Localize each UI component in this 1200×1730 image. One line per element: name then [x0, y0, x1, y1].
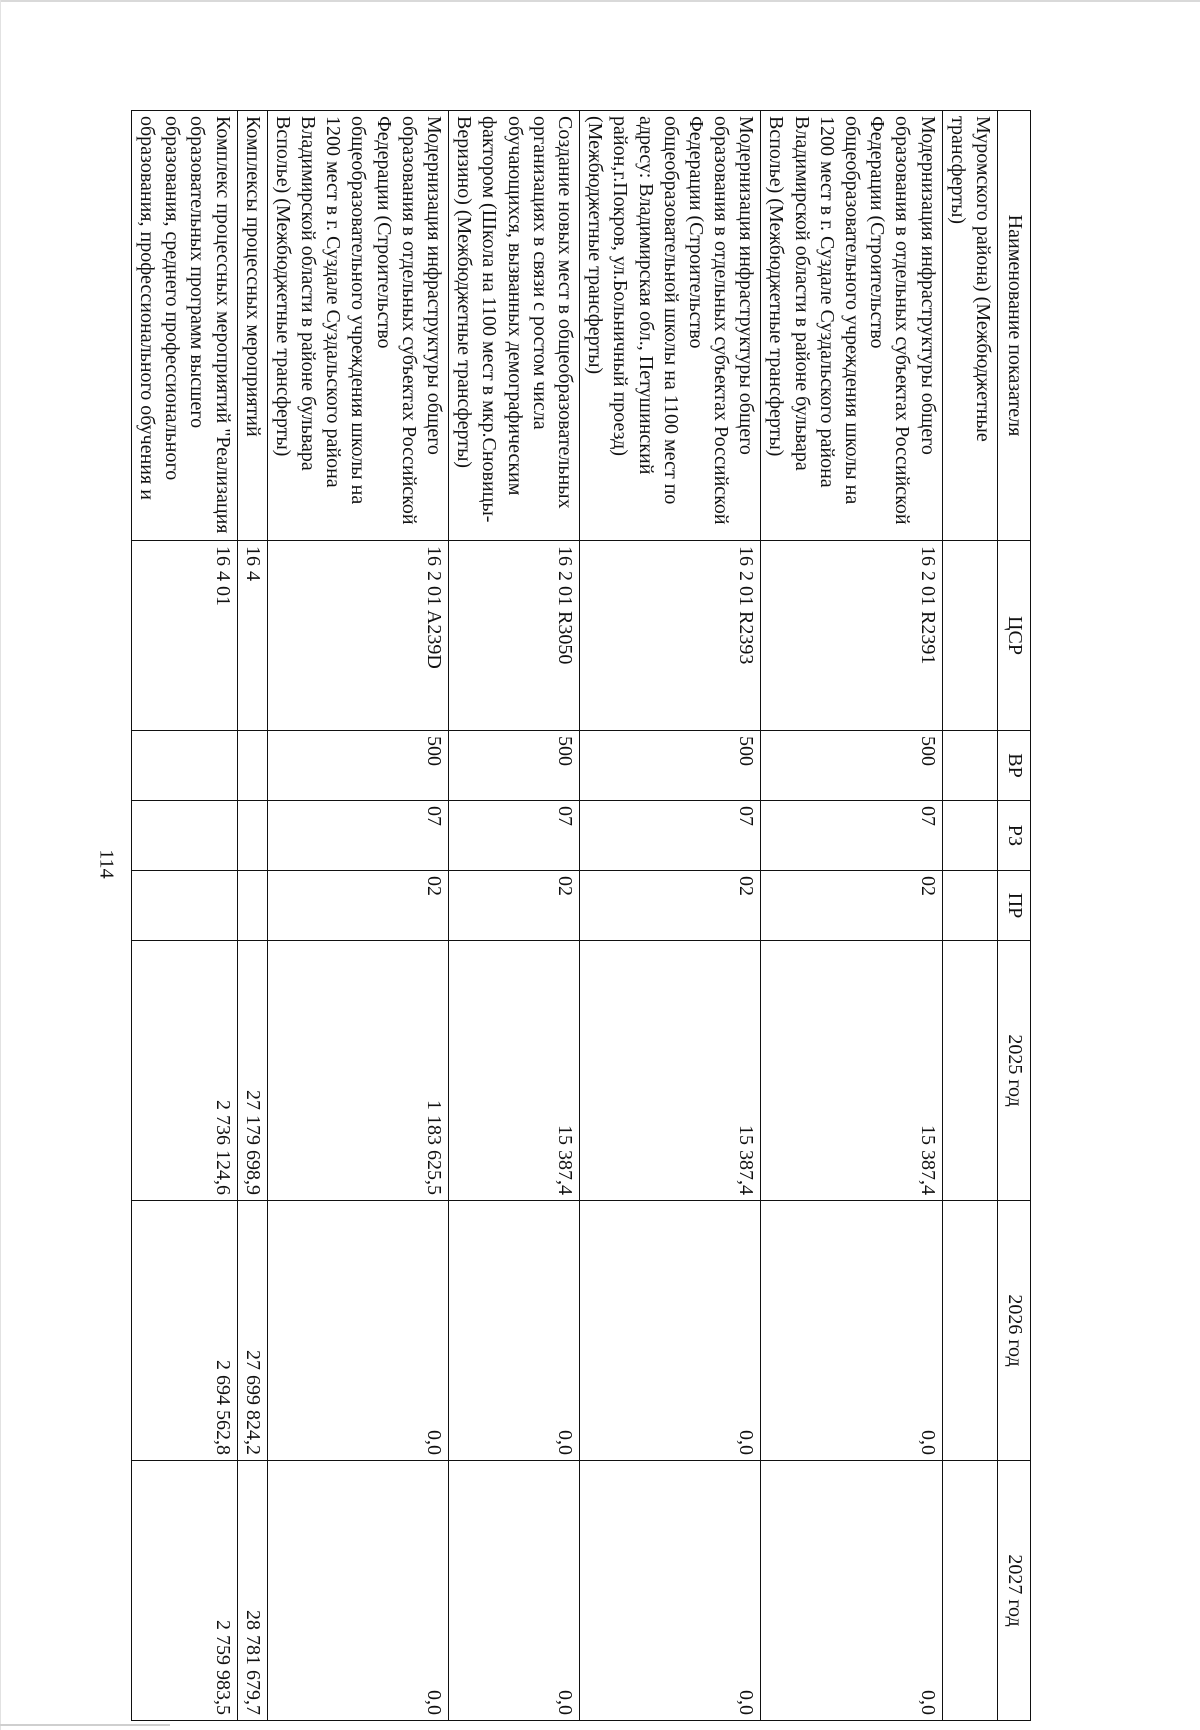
- table-row: [761, 111, 942, 1721]
- cell-2025: 15 387,4: [449, 941, 580, 1201]
- cell-2027: [942, 1461, 997, 1721]
- header-2027: 2027 год: [998, 1461, 1031, 1721]
- cell-2026: 0,0: [761, 1201, 942, 1461]
- cell-pr: 02: [761, 871, 942, 941]
- rotated-sheet: [136, 110, 1031, 1720]
- scan-edge-left: [0, 0, 1, 1730]
- cell-pr: [237, 871, 267, 941]
- sheet-content: [136, 110, 1031, 1720]
- cell-2027: 0,0: [761, 1461, 942, 1721]
- cell-name: Комплекс процессных мероприятий "Реализация образовательных программ высшего образования, среднего профессионального образования, профессионального обучения и: [131, 111, 237, 541]
- scan-edge-top: [0, 0, 1200, 2]
- cell-2026: 0,0: [580, 1201, 761, 1461]
- cell-2027: 0,0: [449, 1461, 580, 1721]
- cell-pr: 02: [267, 871, 448, 941]
- cell-csr: 16 2 01 A239D: [267, 541, 448, 731]
- budget-table: [131, 110, 1031, 1721]
- header-2025: 2025 год: [998, 941, 1031, 1201]
- cell-2026: 27 699 824,2: [237, 1201, 267, 1461]
- header-name: Наименование показателя: [998, 111, 1031, 541]
- cell-2026: 2 694 562,8: [131, 1201, 237, 1461]
- cell-name: Создание новых мест в общеобразовательных организациях в связи с ростом числа обучающихся, вызванных демографическим фактором (Школа на 1100 мест в мкр.Сновицы-Веризино) (Межбюджетные трансферты): [449, 111, 580, 541]
- cell-name: Модернизация инфраструктуры общего образования в отдельных субъектах Российской Федерации (Строительство общеобразовательного учреждения школы на 1200 мест в г. Суздале Суздальского района Владимирской области в районе бульвара Всполье) (Межбюджетные трансферты): [267, 111, 448, 541]
- cell-name: Модернизация инфраструктуры общего образования в отдельных субъектах Российской Федерации (Строительство общеобразовательного учреждения школы на 1200 мест в г. Суздале Суздальского района Владимирской области в районе бульвара Всполье) (Межбюджетные трансферты): [761, 111, 942, 541]
- cell-rz: [942, 801, 997, 871]
- cell-2027: 2 759 983,5: [131, 1461, 237, 1721]
- table-row: [267, 111, 448, 1721]
- cell-pr: 02: [449, 871, 580, 941]
- page-number: 114: [95, 849, 118, 879]
- cell-vr: [237, 731, 267, 801]
- header-2026: 2026 год: [998, 1201, 1031, 1461]
- cell-csr: 16 2 01 R2391: [761, 541, 942, 731]
- cell-pr: 02: [580, 871, 761, 941]
- cell-csr: 16 2 01 R3050: [449, 541, 580, 731]
- cell-vr: 500: [580, 731, 761, 801]
- cell-vr: [942, 731, 997, 801]
- cell-rz: 07: [449, 801, 580, 871]
- cell-rz: 07: [761, 801, 942, 871]
- table-row: [131, 111, 237, 1721]
- cell-rz: [131, 801, 237, 871]
- cell-pr: [131, 871, 237, 941]
- header-pr: ПР: [998, 871, 1031, 941]
- cell-rz: [237, 801, 267, 871]
- header-csr: ЦСР: [998, 541, 1031, 731]
- cell-2025: 15 387,4: [580, 941, 761, 1201]
- cell-csr: 16 4: [237, 541, 267, 731]
- cell-name: Модернизация инфраструктуры общего образования в отдельных субъектах Российской Федерации (Строительство общеобразовательной школы на 1100 мест по адресу: Владимирская обл., Петушинский район,г.Покров, ул.Больничный проезд) (Межбюджетные трансферты): [580, 111, 761, 541]
- cell-2026: 0,0: [267, 1201, 448, 1461]
- cell-vr: 500: [267, 731, 448, 801]
- cell-2025: 1 183 625,5: [267, 941, 448, 1201]
- cell-2027: 28 781 679,7: [237, 1461, 267, 1721]
- cell-name: Комплексы процессных мероприятий: [237, 111, 267, 541]
- cell-rz: 07: [580, 801, 761, 871]
- cell-2027: 0,0: [267, 1461, 448, 1721]
- cell-vr: 500: [761, 731, 942, 801]
- cell-2027: 0,0: [580, 1461, 761, 1721]
- table-row: [580, 111, 761, 1721]
- cell-csr: [942, 541, 997, 731]
- table-row: [942, 111, 997, 1721]
- cell-pr: [942, 871, 997, 941]
- table-row: [237, 111, 267, 1721]
- header-vr: ВР: [998, 731, 1031, 801]
- cell-2026: [942, 1201, 997, 1461]
- cell-2025: 15 387,4: [761, 941, 942, 1201]
- table-row: [449, 111, 580, 1721]
- cell-2025: 27 179 698,9: [237, 941, 267, 1201]
- cell-rz: 07: [267, 801, 448, 871]
- cell-csr: 16 2 01 R2393: [580, 541, 761, 731]
- scan-edge-bottom: [0, 1724, 170, 1726]
- cell-vr: 500: [449, 731, 580, 801]
- cell-csr: 16 4 01: [131, 541, 237, 731]
- cell-name: Муромского района) (Межбюджетные трансферты): [942, 111, 997, 541]
- cell-2025: 2 736 124,6: [131, 941, 237, 1201]
- cell-2025: [942, 941, 997, 1201]
- cell-vr: [131, 731, 237, 801]
- header-rz: РЗ: [998, 801, 1031, 871]
- cell-2026: 0,0: [449, 1201, 580, 1461]
- table-header-row: [998, 111, 1031, 1721]
